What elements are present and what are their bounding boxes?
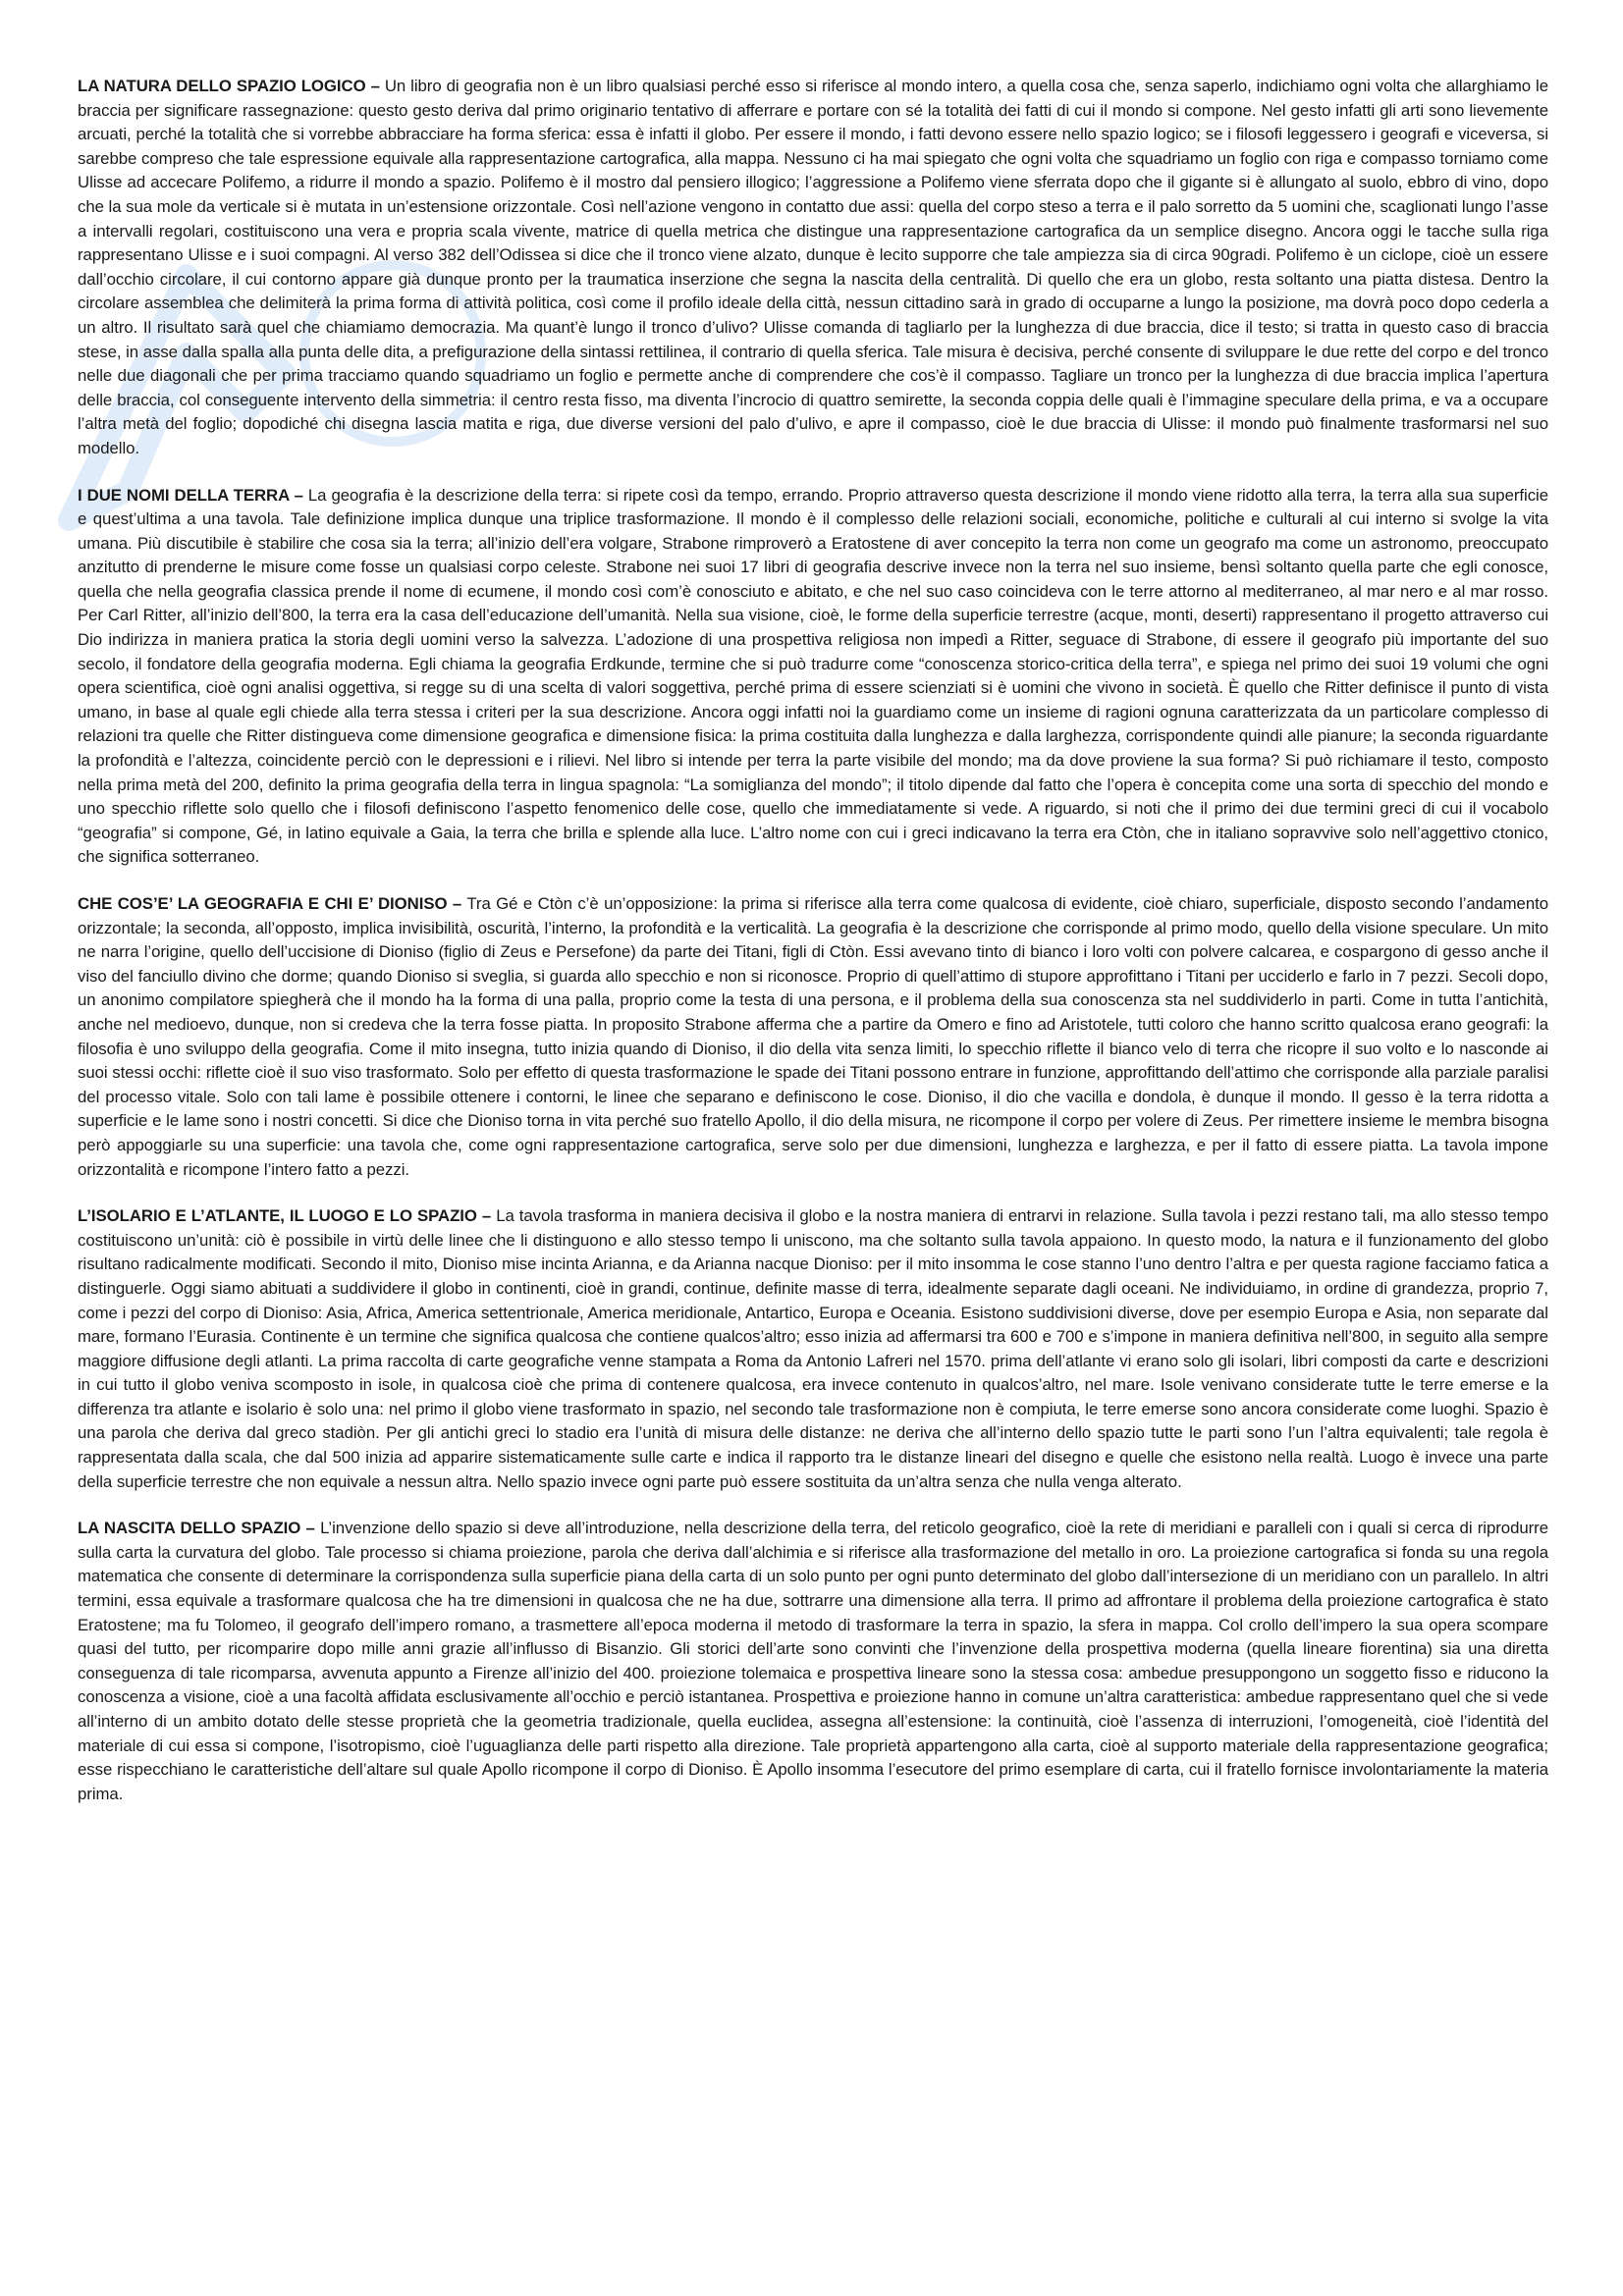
section-due-nomi-terra: [78, 484, 1548, 871]
section-body: La geografia è la descrizione della terra: si ripete così da tempo, errando. Proprio attraverso questa descrizione il mondo viene ridotto alla terra, la terra alla sua superficie e quest’ultima a una tavola. Tale definizione implica dunque una triplice trasformazione. Il mondo è il complesso delle relazioni sociali, economiche, politiche e culturali al cui interno si svolge la vita umana. Più discutibile è stabilire che cosa sia la terra; all’inizio dell’era volgare, Strabone rimproverò a Eratostene di aver concepito la terra non come un geografo ma come un astronomo, preoccupato anzitutto di prenderne le misure come fosse un qualsiasi corpo celeste. Strabone nei suoi 17 libri di geografia descrive invece non la terra nel suo insieme, bensì soltanto quella parte che egli conosce, quella che nella geografia classica prende il nome di ecumene, il mondo così com’è conosciuto e abitato, e che nel suo caso coincideva con le terre attorno al mediterraneo, al mar nero e al mar rosso. Per Carl Ritter, all’inizio dell’800, la terra era la casa dell’educazione dell’umanità. Nella sua visione, cioè, le forme della superficie terrestre (acque, monti, deserti) rappresentano il progetto attraverso cui Dio indirizza in maniera pratica la storia degli uomini verso la salvezza. L’adozione di una prospettiva religiosa non impedì a Ritter, seguace di Strabone, di essere il geografo più importante del suo secolo, il fondatore della geografia moderna. Egli chiama la geografia Erdkunde, termine che si può tradurre come “conoscenza storico-critica della terra”, e spiega nel primo dei suoi 19 volumi che ogni opera scientifica, cioè ogni analisi oggettiva, si regge su di una scelta di valori soggettiva, perché prima di essere scienziati si è uomini che vivono in società. È quello che Ritter definisce il punto di vista umano, in base al quale egli chiede alla terra stessa i criteri per la sua descrizione. Ancora oggi infatti noi la guardiamo come un insieme di ragioni ognuna caratterizzata da un particolare complesso di relazioni tra quelle che Ritter distingueva come dimensione geografica e dimensione fisica: la prima costituita dalla lunghezza e dalla larghezza, corrispondente quindi alle pianure; la seconda riguardante la profondità e l’altezza, coincidente perciò con le depressioni e i rilievi. Nel libro si intende per terra la parte visibile del mondo; ma da dove proviene la sua forma? Si può richiamare il testo, composto nella prima metà del 200, definito la prima geografia della terra in lingua spagnola: “La somiglianza del mondo”; il titolo dipende dal fatto che l’opera è concepita come una sorta di specchio del mondo e uno specchio riflette solo quello che i filosofi definiscono l’aspetto fenomenico delle cose, quello che immediatamente si vede. A riguardo, si noti che il primo dei due termini greci di cui il vocabolo “geografia” si compone, Gé, in latino equivale a Gaia, la terra che brilla e splende alla luce. L’altro nome con cui i greci indicavano la terra era Ctòn, che in italiano sopravvive solo nell’aggettivo ctonico, che significa sotterraneo.: [78, 485, 1548, 867]
section-nascita-spazio: [78, 1517, 1548, 1806]
section-body: L’invenzione dello spazio si deve all’introduzione, nella descrizione della terra, del reticolo geografico, cioè la rete di meridiani e paralleli con i quali si cerca di riprodurre sulla carta la curvatura del globo. Tale processo si chiama proiezione, parola che deriva dall’alchimia e si riferisce alla trasformazione del metallo in oro. La proiezione cartografica si fonda su una regola matematica che consente di determinare la corrispondenza sulla superficie piana della carta di un solo punto per ogni punto determinato del globo dall’intersezione di un meridiano con un parallelo. In altri termini, essa equivale a trasformare qualcosa che ha tre dimensioni in qualcosa che ne ha due, sottrarre una dimensione alla terra. Il primo ad affrontare il problema della proiezione cartografica è stato Eratostene; ma fu Tolomeo, il geografo dell’impero romano, a trasmettere all’epoca moderna il metodo di trasformare la terra in spazio, la sfera in mappa. Col crollo dell’impero la sua opera scompare quasi del tutto, per ricomparire dopo mille anni grazie all’influsso di Bisanzio. Gli storici dell’arte sono convinti che l’invenzione della prospettiva moderna (quella lineare fiorentina) sia una diretta conseguenza di tale ricomparsa, avvenuta appunto a Firenze all’inizio del 400. proiezione tolemaica e prospettiva lineare sono la stessa cosa: ambedue presuppongono un soggetto fisso e riducono la conoscenza a visione, cioè a una facoltà affidata esclusivamente all’occhio e perciò istantanea. Prospettiva e proiezione hanno in comune un’altra caratteristica: ambedue rappresentano quel che si vede all’interno di un ambito dotato delle stesse proprietà che la geometria tradizionale, quella euclidea, assegna all’estensione: la continuità, cioè l’assenza di interruzioni, l’omogeneità, cioè l’identità del materiale di cui essa si compone, l’isotropismo, cioè l’uguaglianza delle parti rispetto alla direzione. Tale proprietà appartengono alla carta, cioè al supporto materiale della rappresentazione geografica; esse rispecchiano le caratteristiche dell’altare sul quale Apollo ricompone il corpo di Dioniso. È Apollo insomma l’esecutore del primo esemplare di carta, cui il fratello fornisce involontariamente la materia prima.: [78, 1519, 1548, 1803]
section-body: Un libro di geografia non è un libro qualsiasi perché esso si riferisce al mondo intero, a quella cosa che, senza saperlo, indichiamo ogni volta che allarghiamo le braccia per significare rassegnazione: questo gesto deriva dal primo originario tentativo di afferrare e portare con sé la totalità dei fatti di cui il mondo si compone. Nel gesto infatti gli arti sono lievemente arcuati, perché la totalità che si vorrebbe abbracciare ha forma sferica: essa è infatti il globo. Per essere il mondo, i fatti devono essere nello spazio logico; se i filosofi leggessero i geografi e viceversa, si sarebbe compreso che tale espressione equivale alla rappresentazione cartografica, alla mappa. Nessuno ci ha mai spiegato che ogni volta che squadriamo un foglio con riga e compasso torniamo come Ulisse ad accecare Polifemo, a ridurre il mondo a spazio. Polifemo è il mostro dal pensiero illogico; l’aggressione a Polifemo viene sferrata dopo che il gigante si è allungato al suolo, ebbro di vino, dopo che la sua mole da verticale si è mutata in un’estensione orizzontale. Così nell’azione vengono in contatto due assi: quella del corpo steso a terra e il palo sorretto da 5 uomini che, scaglionati lungo l’asse a intervalli regolari, costituiscono una vera e propria scala vivente, matrice di quella metrica che distingue una rappresentazione cartografica da un semplice disegno. Ancora oggi le tacche sulla riga rappresentano Ulisse e i suoi compagni. Al verso 382 dell’Odissea si dice che il tronco viene alzato, dunque è lecito supporre che tale ampiezza sia di circa 90gradi. Polifemo è un ciclope, cioè un essere dall’occhio circolare, il cui contorno appare già dunque pronto per la traumatica inserzione che segna la nascita della centralità. Di quello che era un globo, resta soltanto una piatta distesa. Dentro la circolare assemblea che delimiterà la prima forma di attività politica, così come il profilo ideale della città, nessun cittadino sarà in grado di occuparne a lungo la posizione, ma dovrà poco dopo cederla a un altro. Il risultato sarà quel che chiamiamo democrazia. Ma quant’è lungo il tronco d’ulivo? Ulisse comanda di tagliarlo per la lunghezza di due braccia, dice il testo; si tratta in questo caso di braccia stese, in asse dalla spalla alla punta delle dita, a prefigurazione della sintassi rettilinea, il contrario di quella sferica. Tale misura è decisiva, perché consente di sviluppare le due rette del corpo e del tronco nelle due diagonali che per prima tracciamo quando squadriamo un foglio e permette anche di comprendere che cos’è il compasso. Tagliare un tronco per la lunghezza di due braccia implica l’apertura delle braccia, col conseguente intervento della simmetria: il centro resta fisso, ma diventa l’incrocio di quattro semirette, la seconda coppia delle quali è l’immagine speculare della prima, e va a occupare l’altra metà del foglio; dopodiché chi disegna lascia matita e riga, due diverse versioni del palo d’ulivo, e apre il compasso, cioè le due braccia di Ulisse: il mondo può finalmente trasformarsi nel suo modello.: [78, 77, 1548, 457]
section-isolario-atlante: [78, 1204, 1548, 1494]
section-heading: LA NATURA DELLO SPAZIO LOGICO –: [78, 77, 380, 95]
section-heading: L’ISOLARIO E L’ATLANTE, IL LUOGO E LO SPAZIO –: [78, 1206, 492, 1226]
document-page: [78, 75, 1548, 1829]
section-natura-spazio-logico: [78, 75, 1548, 461]
section-geografia-dioniso: [78, 892, 1548, 1182]
section-heading: I DUE NOMI DELLA TERRA –: [78, 485, 303, 505]
section-body: La tavola trasforma in maniera decisiva il globo e la nostra maniera di entrarvi in relazione. Sulla tavola i pezzi restano tali, ma allo stesso tempo costituiscono un’unità: ciò è possibile in virtù delle linee che li distinguono e allo stesso tempo li uniscono, ma che soltanto sulla tavola appaiono. In questo modo, la natura e il funzionamento del globo risultano radicalmente modificati. Secondo il mito, Dioniso mise incinta Arianna, e da Arianna nacque Dioniso: per il mito insomma le cose stanno l’uno dentro l’altra e per questa ragione facciamo fatica a distinguerle. Oggi siamo abituati a suddividere il globo in continenti, cioè in grandi, continue, definite masse di terra, idealmente separate dagli oceani. Ne individuiamo, in ordine di grandezza, proprio 7, come i pezzi del corpo di Dioniso: Asia, Africa, America settentrionale, America meridionale, Antartico, Europa e Oceania. Esistono suddivisioni diverse, dove per esempio Europa e Asia, non separate dal mare, formano l’Eurasia. Continente è un termine che significa qualcosa che contiene qualcos’altro; esso inizia ad affermarsi tra 600 e 700 e s’impone in maniera definitiva nell’800, in seguito alla sempre maggiore diffusione degli atlanti. La prima raccolta di carte geografiche venne stampata a Roma da Antonio Lafreri nel 1570. prima dell’atlante vi erano solo gli isolari, libri composti da carte e descrizioni in cui tutto il globo veniva scomposto in isole, in qualcosa cioè che prima di contenere qualcosa, era invece contenuto in qualcos’altro, nel mare. Isole venivano considerate tutte le terre emerse e la differenza tra atlante e isolario è solo una: nel primo il globo viene trasformato in spazio, nel secondo tale trasformazione non è compiuta, le terre emerse sono ancora considerate come luoghi. Spazio è una parola che deriva dal greco stadiòn. Per gli antichi greci lo stadio era l’unità di misura delle distanze: ne deriva che all’interno dello spazio tutte le parti sono l’un l’altra equivalenti; tale regola è rappresentata dalla scala, che dal 500 inizia ad apparire sistematicamente sulle carte e indica il rapporto tra le distanze lineari del disegno e quelle che esistono nella realtà. Luogo è invece una parte della superficie terrestre che non equivale a nessun altra. Nello spazio invece ogni parte può essere sostituita da un’altra senza che nulla venga alterato.: [78, 1206, 1548, 1491]
section-body: Tra Gé e Ctòn c’è un’opposizione: la prima si riferisce alla terra come qualcosa di evidente, cioè chiaro, superficiale, disposto secondo l’andamento orizzontale; la seconda, all’opposto, implica invisibilità, oscurità, l’interno, la profondità e la verticalità. La geografia è la descrizione che corrisponde al primo modo, quello della visione speculare. Un mito ne narra l’origine, quello dell’uccisione di Dioniso (figlio di Zeus e Persefone) da parte dei Titani, figli di Ctòn. Essi avevano tinto di bianco i loro volti con polvere calcarea, e cospargono di gesso anche il viso del fanciullo divino che dorme; quando Dioniso si sveglia, si guarda allo specchio e non si riconosce. Proprio di quell’attimo di stupore approfittano i Titani per ucciderlo e farlo in 7 pezzi. Secoli dopo, un anonimo compilatore spiegherà che il mondo ha la forma di una palla, proprio come la testa di una persona, e il problema della sua conoscenza sta nel suddividerlo in parti. Come in tutta l’antichità, anche nel medioevo, dunque, non si credeva che la terra fosse piatta. In proposito Strabone afferma che a partire da Omero e fino ad Aristotele, tutti coloro che hanno scritto qualcosa erano geografi: la filosofia è uno sviluppo della geografia. Come il mito insegna, tutto inizia quando di Dioniso, il dio della vita senza limiti, lo specchio riflette il bianco velo di terra che ricopre il suo volto e lo nasconde ai suoi stessi occhi: riflette cioè il suo viso trasformato. Solo per effetto di questa trasformazione le spade dei Titani possono entrare in funzione, approfittando dell’attimo che corrisponde alla parziale paralisi del processo vitale. Solo con tali lame è possibile ottenere i contorni, le linee che separano e definiscono le cose. Dioniso, il dio che vacilla e dondola, è dunque il mondo. Il gesso è la terra ridotta a superficie e le lame sono i nostri concetti. Si dice che Dioniso torna in vita perché suo fratello Apollo, il dio della misura, ne ricompone il corpo per volere di Zeus. Per rimettere insieme le membra bisogna però appoggiarle su una superficie: una tavola che, come ogni rappresentazione cartografica, serve solo per due dimensioni, lunghezza e larghezza, e per il fatto di essere piatta. La tavola impone orizzontalità e ricompone l’intero fatto a pezzi.: [78, 894, 1548, 1179]
section-heading: LA NASCITA DELLO SPAZIO –: [78, 1519, 315, 1538]
section-heading: CHE COS’E’ LA GEOGRAFIA E CHI E’ DIONISO –: [78, 894, 462, 913]
